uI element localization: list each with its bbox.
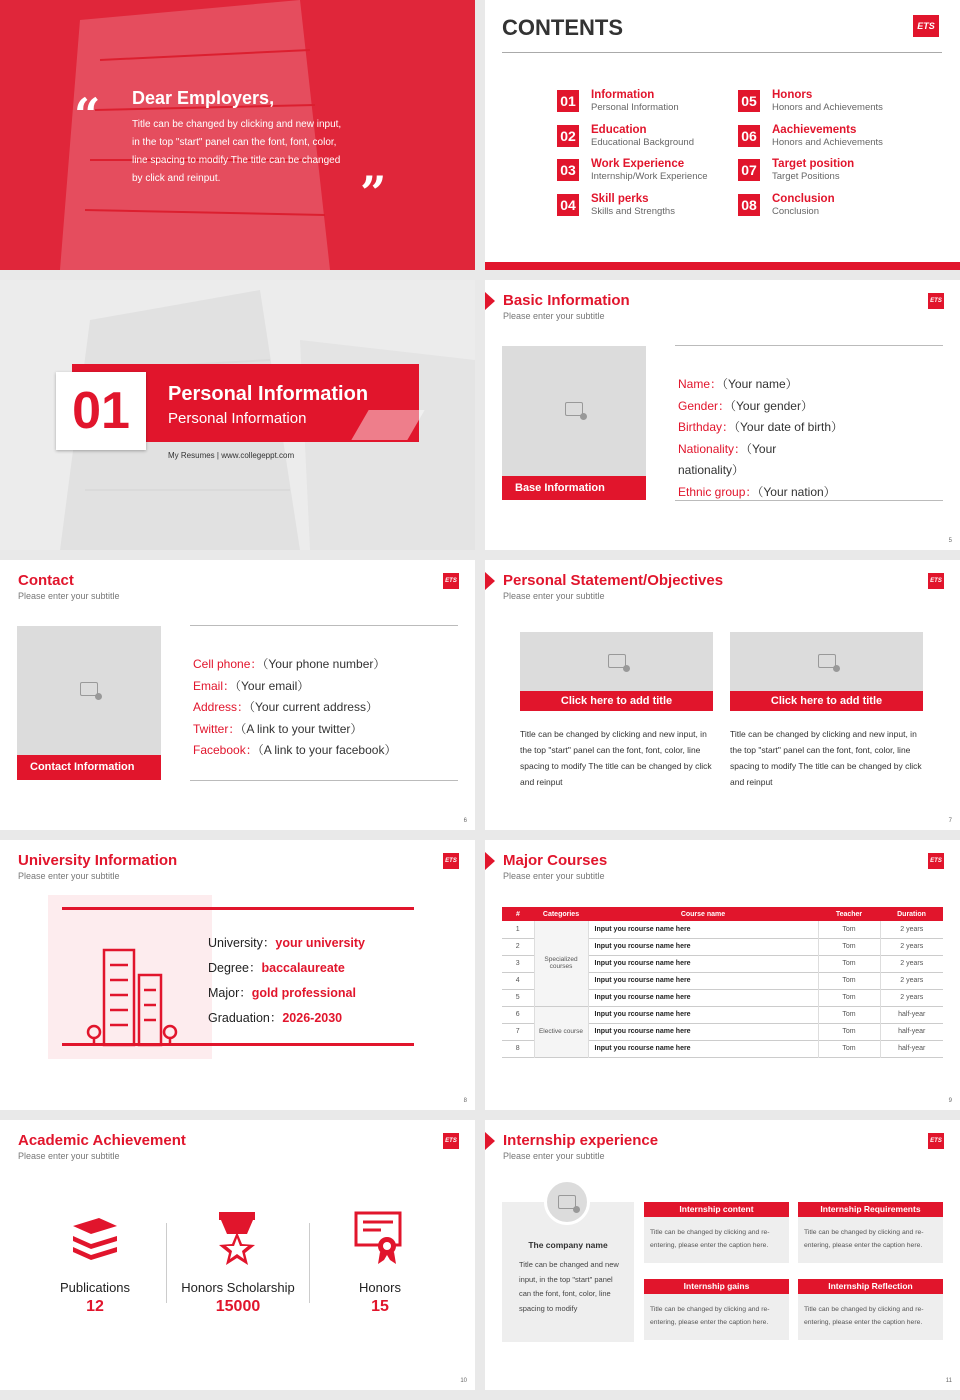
slide-title: University Information <box>18 852 178 869</box>
university-row <box>208 958 345 976</box>
card-image-placeholder[interactable] <box>520 632 713 692</box>
slide-dear-employers <box>0 0 475 270</box>
slide-major-courses <box>485 840 960 1110</box>
stat-label: Publications <box>59 1280 131 1295</box>
teacher-cell[interactable]: Tom <box>818 955 880 972</box>
contents-number: 06 <box>738 125 760 147</box>
university-label: Graduation： <box>208 1011 283 1025</box>
info-line <box>678 461 744 478</box>
course-name-cell[interactable]: Input you rcourse name here <box>594 977 691 984</box>
internship-box-text: Title can be changed by clicking and re-entering, please enter the caption here. <box>650 1306 770 1326</box>
col-header: Categories <box>542 910 580 918</box>
info-label: Facebook： <box>193 743 258 758</box>
contents-bottom-bar <box>485 262 960 270</box>
contents-item-subtitle: Personal Information <box>591 102 679 113</box>
ets-logo: ETS <box>913 15 939 37</box>
duration-cell[interactable]: 2 years <box>880 938 943 955</box>
slide-subtitle: Please enter your subtitle <box>503 591 605 601</box>
row-number: 1 <box>515 925 520 933</box>
university-row <box>208 933 365 951</box>
university-label: Major： <box>208 986 252 1000</box>
university-value[interactable]: 2026-2030 <box>282 1011 343 1025</box>
contents-item-title[interactable]: Target position <box>772 158 855 170</box>
info-top-rule <box>675 345 943 346</box>
info-label: Cell phone： <box>193 657 263 671</box>
teacher-cell[interactable]: Tom <box>818 1023 880 1040</box>
course-name-cell[interactable]: Input you rcourse name here <box>594 1045 691 1052</box>
info-bottom-rule <box>675 500 943 501</box>
course-name-cell[interactable]: Input you rcourse name here <box>594 1011 691 1018</box>
info-value[interactable]: （Your date of birth） <box>734 420 843 435</box>
contents-item-subtitle: Honors and Achievements <box>772 102 883 113</box>
info-value[interactable]: （Your <box>746 441 777 456</box>
internship-box-title[interactable]: Internship Requirements <box>798 1202 943 1217</box>
contents-item-title[interactable]: Skill perks <box>591 192 649 205</box>
internship-box-text: Title can be changed by clicking and re-entering, please enter the caption here. <box>804 1229 924 1249</box>
course-name-cell[interactable]: Input you rcourse name here <box>594 1028 691 1035</box>
teacher-cell[interactable]: Tom <box>818 1040 880 1057</box>
building-icon <box>64 940 194 1050</box>
card-title-button[interactable]: Click here to add title <box>520 691 713 711</box>
stat-value: 12 <box>86 1298 104 1315</box>
info-line <box>678 483 836 500</box>
info-value[interactable]: （Your nation） <box>757 485 836 499</box>
contents-number: 02 <box>557 125 579 147</box>
contents-number: 03 <box>557 159 579 181</box>
card-text: Title can be changed by clicking and new input, in the top "start" panel can the font, font, color, line spacing to modify The title can be changed by click and reinput <box>520 729 712 787</box>
info-value[interactable]: （A link to your twitter） <box>240 721 363 736</box>
title-arrow-icon <box>485 572 495 590</box>
teacher-cell[interactable]: Tom <box>818 921 880 938</box>
info-value[interactable]: nationality） <box>678 463 745 478</box>
internship-box-title[interactable]: Internship gains <box>644 1279 789 1294</box>
info-value[interactable]: （A link to your facebook） <box>257 743 397 758</box>
stat-divider <box>166 1223 167 1303</box>
info-value[interactable]: （Your name） <box>722 377 798 391</box>
duration-cell[interactable]: 2 years <box>880 972 943 989</box>
contents-item-subtitle: Honors and Achievements <box>772 136 883 148</box>
col-header: # <box>516 910 520 918</box>
image-icon <box>608 654 626 668</box>
contents-title: CONTENTS <box>502 15 623 40</box>
slide-subtitle: Please enter your subtitle <box>503 311 605 321</box>
internship-box-text: Title can be changed by clicking and re-entering, please enter the caption here. <box>650 1229 770 1249</box>
title-arrow-icon <box>485 1132 495 1150</box>
contents-divider <box>502 52 942 53</box>
title-arrow-icon <box>485 292 495 310</box>
university-label: University： <box>208 936 276 950</box>
contents-item-subtitle: Target Positions <box>772 171 840 182</box>
info-label: Birthday： <box>678 420 735 435</box>
stat-label: Honors <box>359 1280 401 1295</box>
contents-item-subtitle: Skills and Strengths <box>591 205 675 217</box>
greeting-body: Title can be changed by clicking and new input, in the top "start" panel can the font, font, color, line spacing to modify The title can be changed by click and reinput. <box>132 119 342 184</box>
slide-contents <box>485 0 960 270</box>
contents-item-subtitle: Internship/Work Experience <box>591 171 708 182</box>
stat-value: 15000 <box>215 1298 261 1315</box>
info-label: Ethnic group： <box>678 485 758 499</box>
photo-label: Contact Information <box>17 755 161 780</box>
university-bottom-rule <box>62 1043 414 1046</box>
info-line <box>193 677 309 694</box>
contents-number: 08 <box>738 194 760 216</box>
page-number: 8 <box>463 1098 467 1104</box>
row-number: 2 <box>515 943 520 950</box>
slide-university-information <box>0 840 475 1110</box>
ets-logo: ETS <box>443 1133 459 1149</box>
ets-logo: ETS <box>928 853 944 869</box>
contents-number: 05 <box>738 90 760 112</box>
internship-box-title[interactable]: Internship content <box>644 1202 789 1217</box>
col-header: Duration <box>897 910 926 918</box>
course-name-cell[interactable]: Input you rcourse name here <box>594 960 691 967</box>
card-text: Title can be changed by clicking and new input, in the top "start" panel can the font, font, color, line spacing to modify The title can be changed by click and reinput <box>730 729 922 787</box>
info-label: Address： <box>193 700 250 715</box>
info-label: Gender： <box>678 398 731 413</box>
contents-item-title[interactable]: Honors <box>772 89 813 101</box>
image-icon <box>818 654 836 668</box>
row-number: 7 <box>515 1028 520 1035</box>
university-row <box>208 983 356 1001</box>
info-line <box>678 440 776 457</box>
slide-title: Personal Statement/Objectives <box>503 572 724 589</box>
info-label: Email： <box>193 678 236 693</box>
university-value[interactable]: gold professional <box>251 986 356 1000</box>
open-quote-icon: “ <box>74 88 101 142</box>
university-value[interactable]: your university <box>275 936 365 950</box>
image-icon <box>80 682 98 696</box>
course-name-cell[interactable]: Input you rcourse name here <box>594 925 691 933</box>
info-top-rule <box>190 625 458 626</box>
contents-item-title[interactable]: Information <box>591 89 655 101</box>
info-line <box>678 375 798 392</box>
row-number: 8 <box>515 1045 520 1052</box>
info-label: Name： <box>678 377 723 391</box>
duration-cell[interactable]: 2 years <box>880 921 943 938</box>
contents-number: 07 <box>738 159 760 181</box>
teacher-cell[interactable]: Tom <box>818 938 880 955</box>
university-row <box>208 1008 342 1026</box>
title-arrow-icon <box>485 852 495 870</box>
page-number: 7 <box>948 818 952 824</box>
info-line <box>193 698 378 715</box>
scholarship-medal-icon <box>217 1210 257 1266</box>
contents-item-title[interactable]: Conclusion <box>772 192 835 205</box>
slide-title: Basic Information <box>503 292 630 309</box>
duration-cell[interactable]: half-year <box>880 1006 943 1023</box>
certificate-icon <box>353 1210 405 1266</box>
category-cell: Elective course <box>534 1006 588 1057</box>
slide-title: Academic Achievement <box>18 1132 186 1149</box>
slide-academic-achievement <box>0 1120 475 1390</box>
card-image-placeholder[interactable] <box>730 632 923 692</box>
info-value[interactable]: （Your email） <box>235 678 310 693</box>
table-row <box>502 921 943 938</box>
row-number: 4 <box>515 977 520 984</box>
duration-cell[interactable]: half-year <box>880 1040 943 1057</box>
section-subtitle: Personal Information <box>168 410 307 427</box>
info-bottom-rule <box>190 780 458 781</box>
course-name-cell[interactable]: Input you rcourse name here <box>594 943 691 950</box>
slide-subtitle: Please enter your subtitle <box>18 591 120 601</box>
slide-subtitle: Please enter your subtitle <box>503 871 605 881</box>
greeting-heading: Dear Employers, <box>132 88 275 108</box>
slide-subtitle: Please enter your subtitle <box>18 1151 120 1161</box>
company-text: Title can be changed and new input, in the top "start" panel can the font, font, color, line spacing to modify <box>519 1260 619 1313</box>
category-cell: Specialized courses <box>534 921 588 1006</box>
teacher-cell[interactable]: Tom <box>818 989 880 1006</box>
col-header: Teacher <box>835 910 863 918</box>
slide-personal-statement <box>485 560 960 830</box>
duration-cell[interactable]: half-year <box>880 1023 943 1040</box>
info-value[interactable]: （Your gender） <box>730 398 813 413</box>
row-number: 3 <box>515 960 520 967</box>
info-line <box>193 655 385 672</box>
contents-number: 04 <box>557 194 579 216</box>
contents-item-title[interactable]: Education <box>591 123 647 136</box>
info-line <box>193 741 396 758</box>
university-value[interactable]: baccalaureate <box>261 961 345 975</box>
image-icon <box>565 402 583 416</box>
page-number: 6 <box>463 818 467 824</box>
university-label: Degree： <box>208 961 262 975</box>
row-number: 6 <box>515 1011 520 1018</box>
slide-subtitle: Please enter your subtitle <box>503 1151 605 1161</box>
books-icon <box>69 1216 121 1260</box>
slide-subtitle: Please enter your subtitle <box>18 871 120 881</box>
slide-title: Major Courses <box>503 852 608 869</box>
teacher-cell[interactable]: Tom <box>818 1006 880 1023</box>
teacher-cell[interactable]: Tom <box>818 972 880 989</box>
close-quote-icon: ” <box>360 166 387 220</box>
section-footer: My Resumes | www.collegeppt.com <box>168 451 295 460</box>
stat-value: 15 <box>371 1298 389 1315</box>
internship-box-text: Title can be changed by clicking and re-entering, please enter the caption here. <box>804 1306 924 1326</box>
ets-logo: ETS <box>928 1133 944 1149</box>
ets-logo: ETS <box>928 293 944 309</box>
stat-label: Honors Scholarship <box>181 1280 295 1295</box>
card-title-button[interactable]: Click here to add title <box>730 691 923 711</box>
ets-logo: ETS <box>928 573 944 589</box>
page-number: 10 <box>460 1378 467 1384</box>
duration-cell[interactable]: 2 years <box>880 955 943 972</box>
contents-number: 01 <box>557 90 579 112</box>
ets-logo: ETS <box>443 853 459 869</box>
university-top-rule <box>62 907 414 910</box>
company-name: The company name <box>528 1240 608 1250</box>
photo-label: Base Information <box>502 476 646 500</box>
col-header: Course name <box>680 910 726 918</box>
slide-basic-information <box>485 280 960 550</box>
info-label: Nationality： <box>678 441 747 456</box>
contents-item-subtitle: Educational Background <box>591 136 694 148</box>
contents-item-subtitle: Conclusion <box>772 205 819 217</box>
slide-internship-experience <box>485 1120 960 1390</box>
image-icon <box>558 1195 576 1209</box>
info-value[interactable]: （Your phone number） <box>262 657 386 671</box>
page-number: 9 <box>948 1098 952 1104</box>
contents-item-title[interactable]: Work Experience <box>591 158 685 170</box>
slide-section-personal <box>0 280 475 550</box>
contents-item-title[interactable]: Aachievements <box>772 123 857 136</box>
slide-contact <box>0 560 475 830</box>
slide-title: Internship experience <box>503 1132 659 1149</box>
internship-box-title[interactable]: Internship Reflection <box>798 1279 943 1294</box>
section-number: 01 <box>72 382 130 440</box>
course-name-cell[interactable]: Input you rcourse name here <box>594 994 691 1001</box>
section-title: Personal Information <box>168 383 369 405</box>
info-value[interactable]: （Your current address） <box>249 700 378 715</box>
page-number: 11 <box>945 1378 952 1384</box>
row-number: 5 <box>515 994 520 1001</box>
company-avatar[interactable] <box>544 1179 590 1225</box>
courses-table <box>502 907 943 1058</box>
ets-logo: ETS <box>443 573 459 589</box>
duration-cell[interactable]: 2 years <box>880 989 943 1006</box>
table-row <box>502 1006 943 1023</box>
page-number: 5 <box>948 538 952 544</box>
info-line <box>678 418 843 435</box>
slide-title: Contact <box>18 572 74 589</box>
info-line <box>678 397 813 414</box>
info-label: Twitter： <box>193 721 241 736</box>
info-line <box>193 720 362 737</box>
